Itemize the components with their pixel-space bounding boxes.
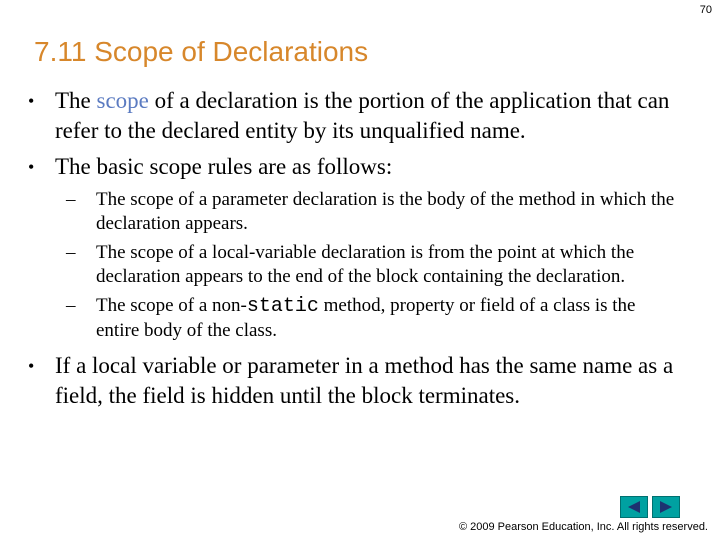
sub-item: [66, 241, 700, 289]
scope-rules-list: [66, 188, 700, 343]
bullet-text: The basic scope rules are as follows:: [55, 154, 393, 179]
dash-icon: –: [66, 295, 76, 316]
slide-content: [28, 86, 700, 417]
bullet-item: [28, 86, 700, 146]
bullet-text: If a local variable or parameter in a method has the same name as a field, the field is hidden until the block terminates.: [55, 353, 674, 408]
bullet-icon: •: [28, 356, 35, 376]
bullet-text: [55, 86, 700, 146]
sub-item: [66, 188, 700, 236]
slide-navigation: [620, 496, 680, 518]
sub-item-text-part: method, property or field of a class is the entire body of the class.: [96, 295, 636, 341]
sub-item-text: The scope of a local-variable declaration is from the point at which the declaration appears to the end of the block containing the declaration.: [96, 242, 635, 287]
bullet-item: [28, 351, 700, 411]
next-slide-arrow-icon: [658, 500, 674, 514]
dash-icon: –: [66, 242, 76, 263]
bullet-icon: •: [28, 157, 35, 177]
sub-item-text-part: The scope of a non-: [96, 295, 247, 316]
scope-keyword: scope: [96, 88, 149, 113]
previous-slide-arrow-icon: [626, 500, 642, 514]
sub-item: [66, 294, 700, 343]
bullet-text-part: The: [55, 88, 97, 113]
bullet-icon: •: [28, 91, 35, 111]
sub-item-text: [96, 294, 700, 343]
static-code: static: [246, 295, 319, 318]
bullet-item: [28, 152, 700, 182]
page-number: 70: [699, 4, 712, 16]
sub-item-text: The scope of a parameter declaration is the body of the method in which the declaration appears.: [96, 189, 675, 234]
slide-title: 7.11 Scope of Declarations: [34, 36, 369, 67]
bullet-text-part: of a declaration is the portion of the application that can refer to the declared entity by its unqualified name.: [55, 88, 670, 143]
next-slide-button[interactable]: [652, 496, 680, 518]
dash-icon: –: [66, 189, 76, 210]
previous-slide-button[interactable]: [620, 496, 648, 518]
copyright-notice: © 2009 Pearson Education, Inc. All rights reserved.: [458, 521, 708, 533]
